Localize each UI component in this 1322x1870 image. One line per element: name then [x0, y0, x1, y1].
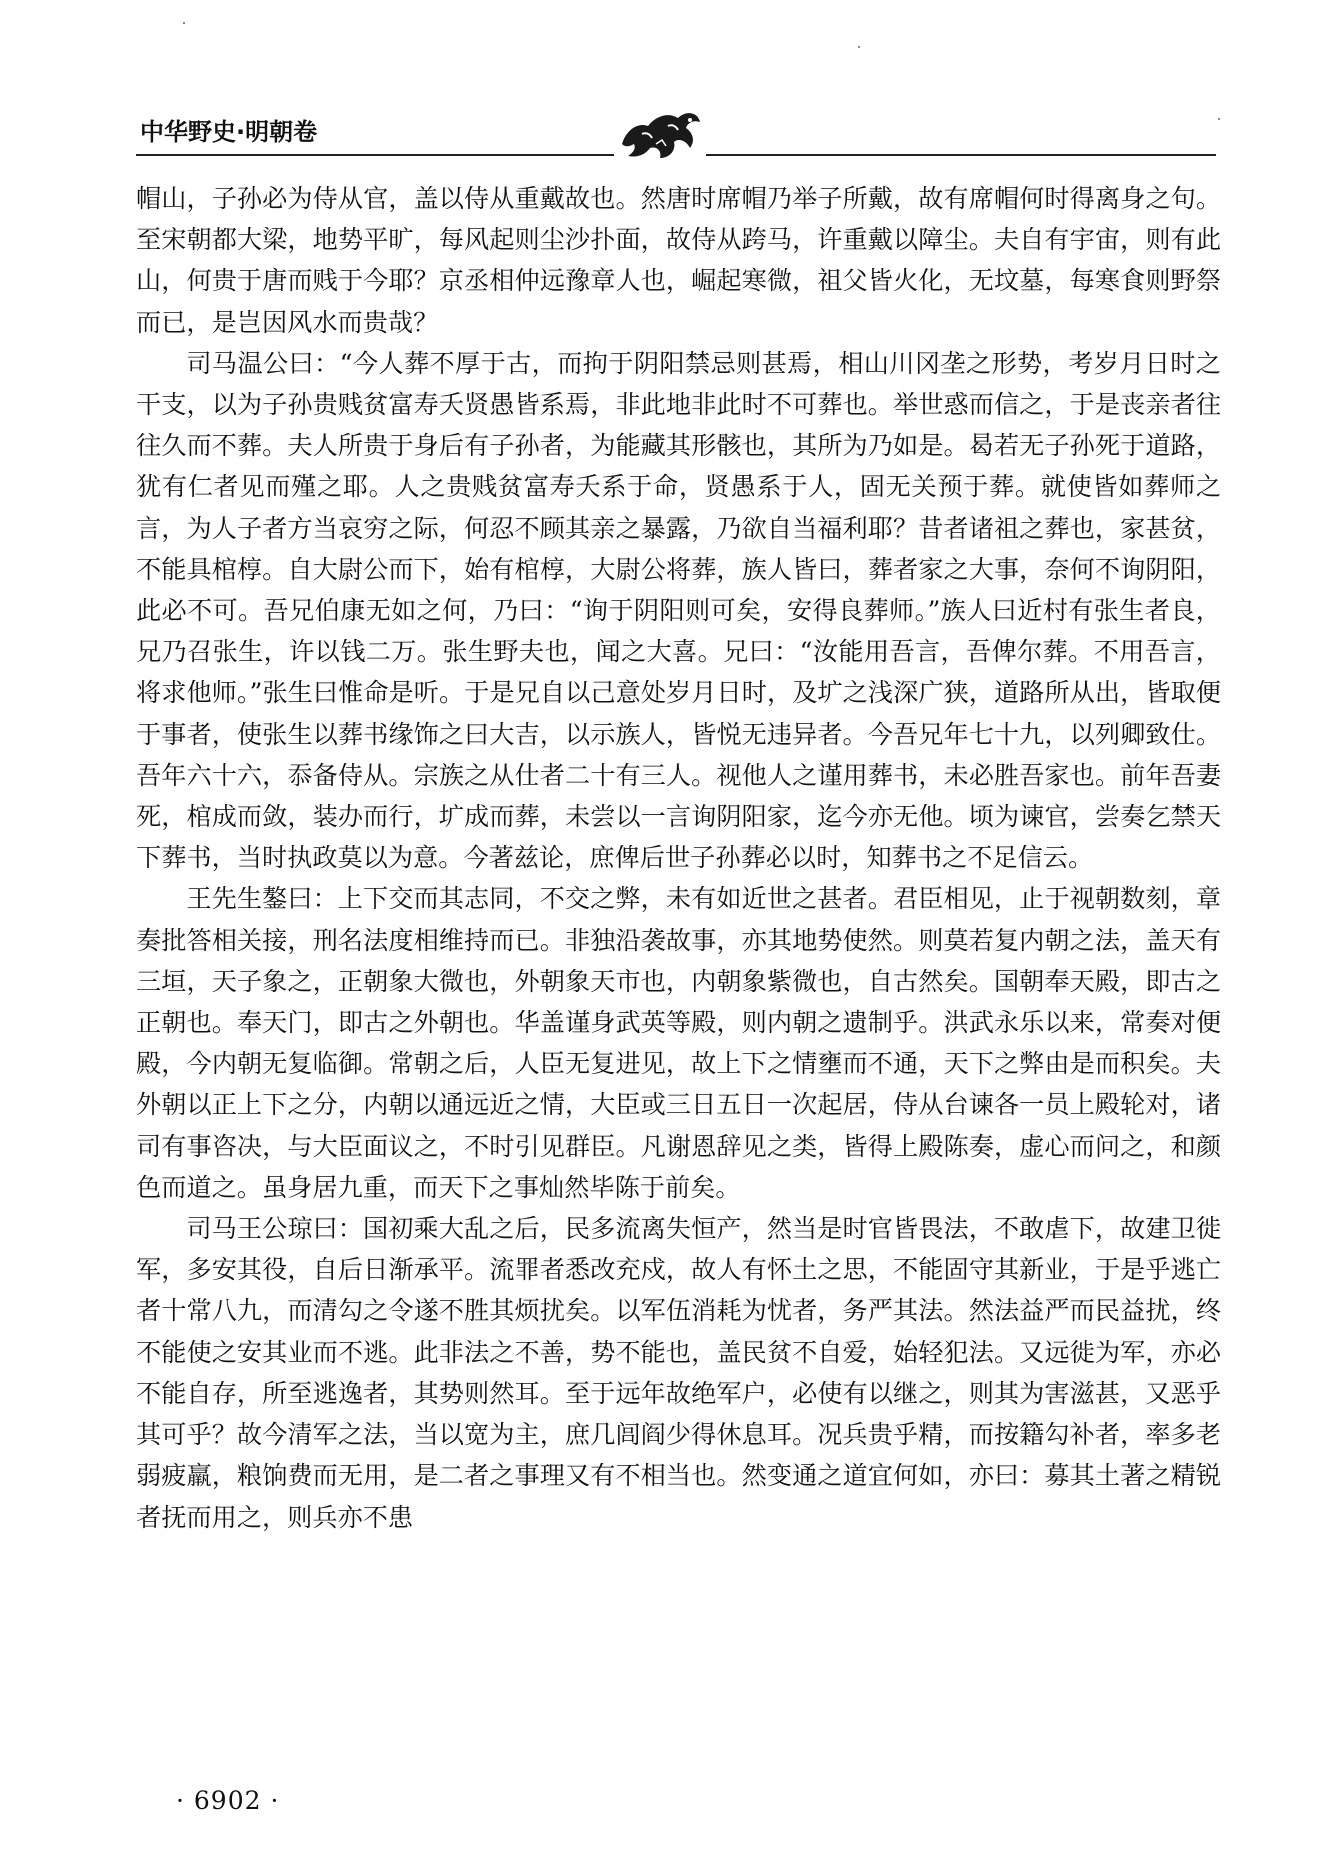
paragraph-sima-wengong: 司马温公曰：“今人葬不厚于古，而拘于阴阳禁忌则甚焉，相山川冈垄之形势，考岁月日时之干支，以为子孙贵贱贫富寿夭贤愚皆系焉，非此地非此时不可葬也。举世惑而信之，于是丧亲者往往久而不葬。夫人所贵于身后有子孙者，为能藏其形骸也，其所为乃如是。曷若无子孙死于道路，犹有仁者见而殣之耶。人之贵贱贫富寿夭系于命，贤愚系于人，固无关预于葬。就使皆如葬师之言，为人子者方当哀穷之际，何忍不顾其亲之暴露，乃欲自当福利耶？昔者诸祖之葬也，家甚贫，不能具棺椁。自大尉公而下，始有棺椁，大尉公将葬，族人皆曰，葬者家之大事，奈何不询阴阳，此必不可。吾兄伯康无如之何，乃曰：“询于阴阳则可矣，安得良葬师。”族人曰近村有张生者良，兄乃召张生，许以钱二万。张生野夫也，闻之大喜。兄曰：“汝能用吾言，吾俾尔葬。不用吾言，将求他师。”张生曰惟命是听。于是兄自以己意处岁月日时，及圹之浅深广狭，道路所从出，皆取便于事者，使张生以葬书缘饰之曰大吉，以示族人，皆悦无违异者。今吾兄年七十九，以列卿致仕。吾年六十六，忝备侍从。宗族之从仕者二十有三人。视他人之谨用葬书，未必胜吾家也。前年吾妻死，棺成而敛，装办而行，圹成而葬，未尝以一言询阴阳家，迄今亦无他。顷为谏官，尝奏乞禁天下葬书，当时执政莫以为意。今著兹论，庶俾后世子孙葬必以时，知葬书之不足信云。: [136, 348, 1221, 873]
paragraph-wang-ao: 王先生鏊曰：上下交而其志同，不交之弊，未有如近世之甚者。君臣相见，止于视朝数刻，章奏批答相关接，刑名法度相维持而已。非独沿袭故事，亦其地势使然。则莫若复内朝之法，盖天有三垣，天子象之，正朝象大微也，外朝象天市也，内朝象紫微也，自古然矣。国朝奉天殿，即古之正朝也。奉天门，即古之外朝也。华盖谨身武英等殿，则内朝之遗制乎。洪武永乐以来，常奏对便殿，今内朝无复临御。常朝之后，人臣无复进见，故上下之情壅而不通，天下之弊由是而积矣。夫外朝以正上下之分，内朝以通远近之情，大臣或三日五日一次起居，侍从台谏各一员上殿轮对，诸司有事咨决，与大臣面议之，不时引见群臣。凡谢恩辞见之类，皆得上殿陈奏，虚心而问之，和颜色而道之。虽身居九重，而天下之事灿然毕陈于前矣。: [136, 884, 1221, 1202]
paragraph-wang-qiong: 司马王公琼曰：国初乘大乱之后，民多流离失恒产，然当是时官皆畏法，不敢虐下，故建卫徙军，多安其役，自后日渐承平。流罪者悉改充戍，故人有怀土之思，不能固守其新业，于是乎逃亡者十常八九，而清勾之令遂不胜其烦扰矣。以军伍消耗为忧者，务严其法。然法益严而民益扰，终不能使之安其业而不逃。此非法之不善，势不能也，盖民贫不自爱，始轻犯法。又远徙为军，亦必不能自存，所至逃逸者，其势则然耳。至于远年故绝军户，必使有以继之，则其为害滋甚，又恶乎其可乎？故今清军之法，当以宽为主，庶几闾阎少得休息耳。况兵贵乎精，而按籍勾补者，率多老弱疲羸，粮饷费而无用，是二者之事理又有不相当也。然变通之道宜何如，亦曰：募其土著之精锐者抚而用之，则兵亦不患: [136, 1214, 1221, 1532]
book-series-title: 中华野史·明朝卷: [140, 118, 318, 146]
page-number: · 6902 ·: [176, 1786, 280, 1815]
running-header: [136, 104, 1216, 164]
dragon-emblem-icon: [616, 104, 706, 162]
page-body: [136, 178, 1221, 1538]
paragraph-continuation: 帽山，子孙必为侍从官，盖以侍从重戴故也。然唐时席帽乃举子所戴，故有席帽何时得离身之句。至宋朝都大梁，地势平旷，每风起则尘沙扑面，故侍从跨马，许重戴以障尘。夫自有宇宙，则有此山，何贵于唐而贱于今耶？京丞相仲远豫章人也，崛起寒微，祖父皆火化，无坟墓，每寒食则野祭而已，是岂因风水而贵哉？: [136, 184, 1221, 337]
